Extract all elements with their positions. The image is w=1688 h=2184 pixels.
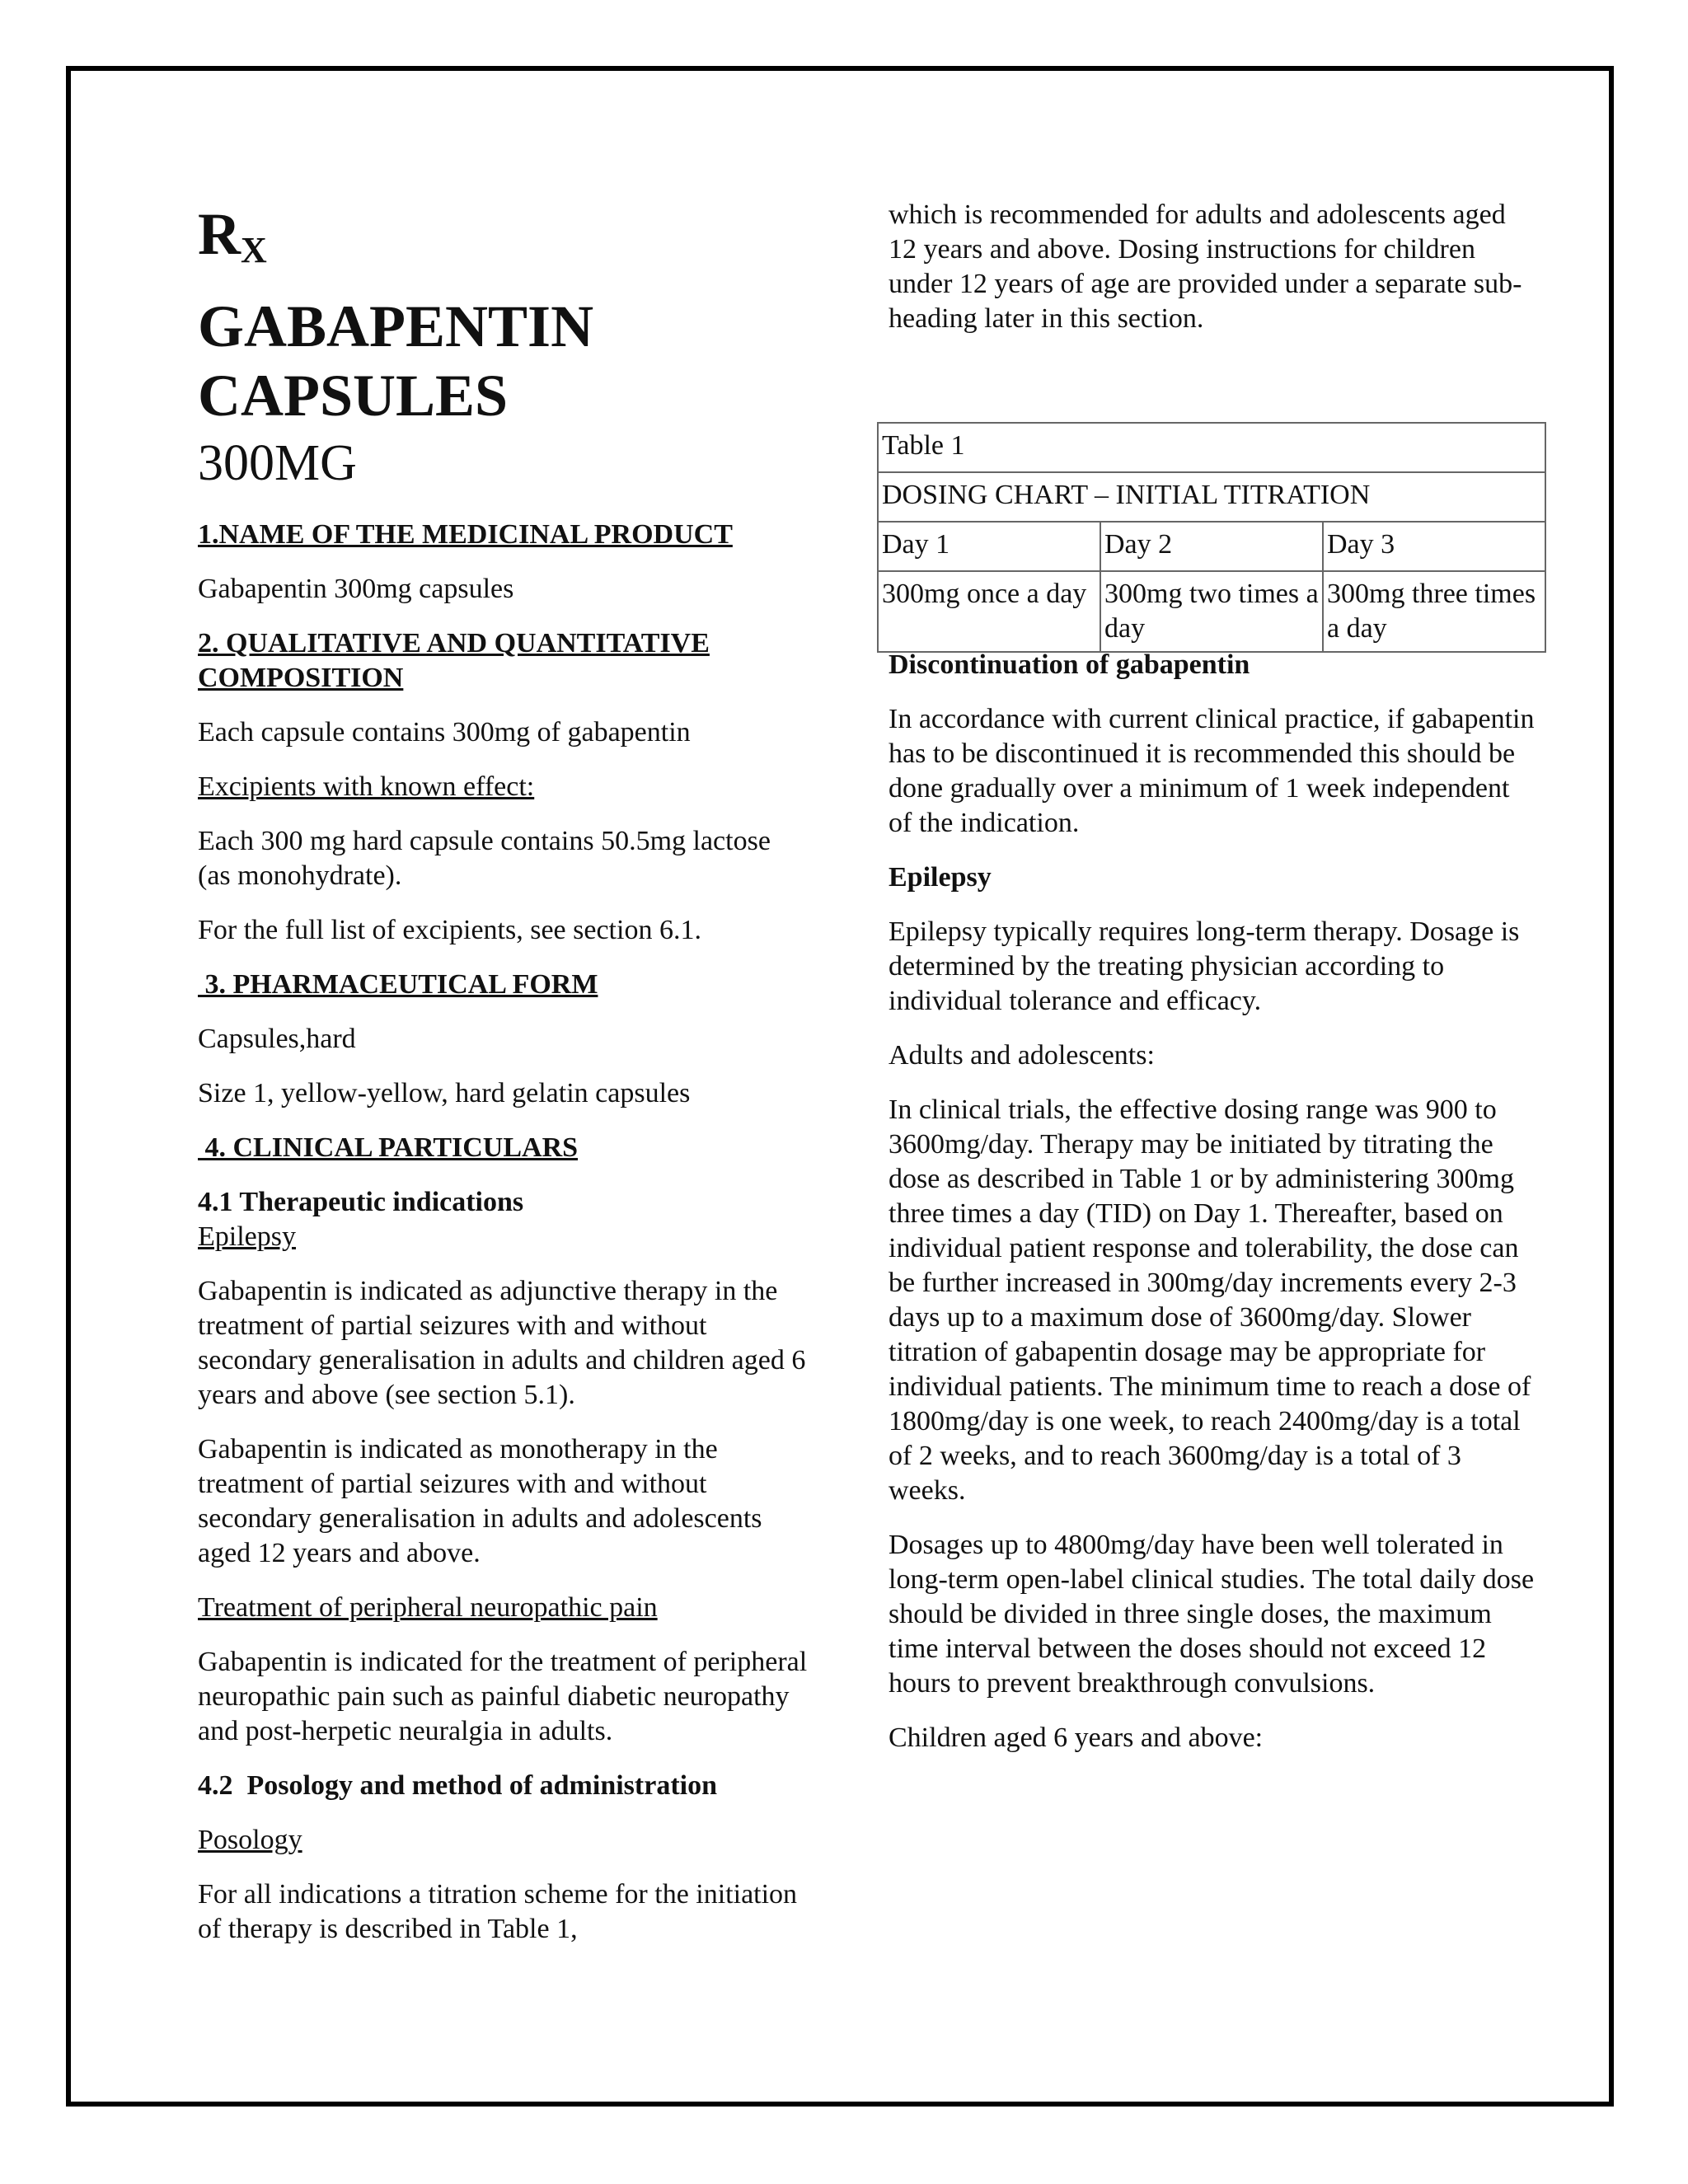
left-column	[198, 198, 808, 1966]
adults-paragraph-2: Dosages up to 4800mg/day have been well tolerated in long-term open-label clinical studies. The total daily dose should be divided in three single doses, the maximum time interval between the doses should not exceed 12 hours to prevent breakthrough convulsions.	[889, 1530, 1535, 1699]
section-2-heading: 2. QUALITATIVE AND QUANTITATIVE COMPOSITION	[198, 628, 710, 693]
section-4-1-paragraph-2: Gabapentin is indicated as monotherapy in the treatment of partial seizures with and without secondary generalisation in adults and adolescents aged 12 years and above.	[198, 1434, 762, 1568]
table-row	[878, 571, 1545, 652]
posology-paragraph: For all indications a titration scheme for the initiation of therapy is described in Table 1,	[198, 1879, 798, 1944]
posology-continued: which is recommended for adults and adolescents aged 12 years and above. Dosing instructions for children under 12 years of age are provided under a separate sub-heading later in this section.	[889, 199, 1522, 334]
table-header-cell: Day 1	[878, 522, 1100, 571]
section-2-text: Each capsule contains 300mg of gabapentin	[198, 717, 691, 748]
table-header-cell: Day 2	[1100, 522, 1323, 571]
product-strength: 300MG	[198, 435, 357, 491]
excipients-full-list: For the full list of excipients, see section 6.1.	[198, 915, 701, 945]
posology-heading: Posology	[198, 1825, 302, 1855]
table-cell: 300mg two times a day	[1100, 571, 1323, 652]
right-column-bottom	[889, 648, 1540, 1775]
right-column-top	[889, 198, 1540, 356]
section-4-1-epilepsy: Epilepsy	[198, 1221, 296, 1252]
product-title-line2: CAPSULES	[198, 363, 509, 429]
excipients-heading: Excipients with known effect:	[198, 771, 535, 802]
neuropathic-pain-heading: Treatment of peripheral neuropathic pain	[198, 1592, 658, 1623]
section-1-text: Gabapentin 300mg capsules	[198, 574, 514, 604]
discontinuation-heading: Discontinuation of gabapentin	[889, 649, 1250, 680]
section-3-heading: 3. PHARMACEUTICAL FORM	[198, 969, 598, 1000]
section-4-1-paragraph-1: Gabapentin is indicated as adjunctive therapy in the treatment of partial seizures with and without secondary generalisation in adults and children aged 6 years and above (see section 5.1).	[198, 1276, 806, 1410]
section-3-text-1: Capsules,hard	[198, 1024, 356, 1054]
section-4-1-paragraph-3: Gabapentin is indicated for the treatment of peripheral neuropathic pain such as painful diabetic neuropathy and post-herpetic neuralgia in adults.	[198, 1647, 808, 1746]
table-title: DOSING CHART – INITIAL TITRATION	[878, 472, 1545, 522]
rx-symbol: $R_X$	[198, 201, 267, 270]
excipients-text: Each 300 mg hard capsule contains 50.5mg lactose (as monohydrate).	[198, 826, 771, 891]
epilepsy-heading: Epilepsy	[889, 862, 992, 893]
adults-paragraph-1: In clinical trials, the effective dosing range was 900 to 3600mg/day. Therapy may be initiated by titrating the dose as described in Table 1 or by administering 300mg three times a day (TID) on Day 1. Thereafter, based on individual patient response and tolerability, the dose can be further increased in 300mg/day increments every 2-3 days up to a maximum dose of 3600mg/day. Slower titration of gabapentin dosage may be appropriate for individual patients. The minimum time to reach a dose of 1800mg/day is one week, to reach 2400mg/day is a total of 2 weeks, and to reach 3600mg/day is a total of 3 weeks.	[889, 1094, 1531, 1506]
table-cell: 300mg once a day	[878, 571, 1100, 652]
table-caption: Table 1	[878, 423, 1545, 472]
section-3-text-2: Size 1, yellow-yellow, hard gelatin capsules	[198, 1078, 691, 1108]
discontinuation-text: In accordance with current clinical practice, if gabapentin has to be discontinued it is recommended this should be done gradually over a minimum of 1 week independent of the indication.	[889, 704, 1535, 838]
section-4-heading: 4. CLINICAL PARTICULARS	[198, 1132, 579, 1163]
section-4-2-heading: 4.2 Posology and method of administration	[198, 1770, 717, 1801]
table-header-row	[878, 522, 1545, 571]
dosing-table	[877, 422, 1546, 653]
adults-heading: Adults and adolescents:	[889, 1040, 1155, 1071]
section-4-1-heading: 4.1 Therapeutic indications	[198, 1187, 524, 1217]
table-cell: 300mg three times a day	[1323, 571, 1545, 652]
table-header-cell: Day 3	[1323, 522, 1545, 571]
section-1-heading: 1.NAME OF THE MEDICINAL PRODUCT	[198, 519, 733, 550]
epilepsy-text: Epilepsy typically requires long-term therapy. Dosage is determined by the treating physician according to individual tolerance and efficacy.	[889, 916, 1520, 1016]
product-title-line1: GABAPENTIN	[198, 293, 594, 359]
children-heading: Children aged 6 years and above:	[889, 1722, 1264, 1753]
